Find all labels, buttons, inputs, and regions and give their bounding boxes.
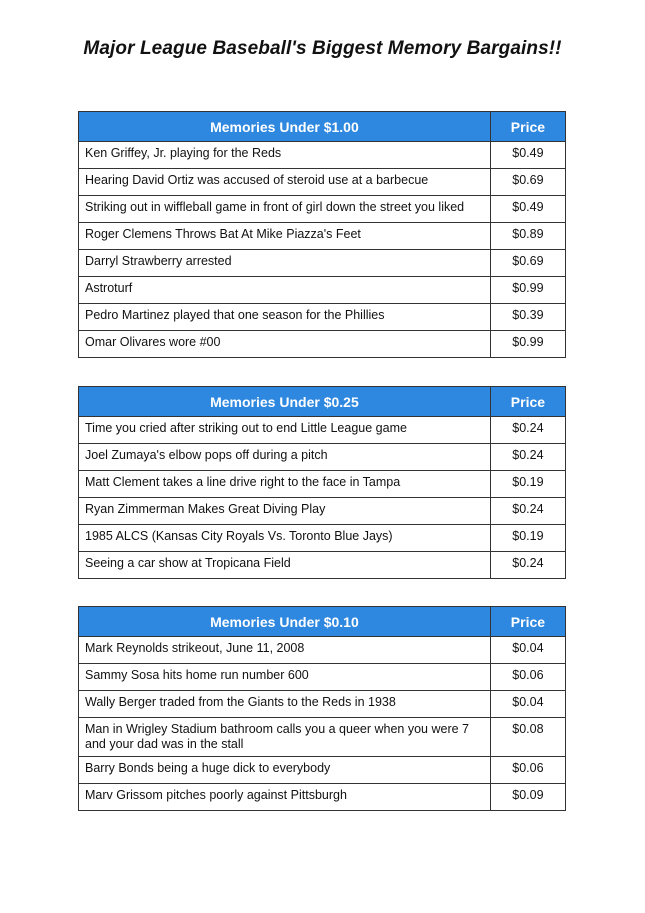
price-cell: $0.89 [490,223,565,250]
price-cell: $0.09 [490,784,565,811]
table-header-title: Memories Under $0.10 [79,607,491,637]
memory-item-cell: Matt Clement takes a line drive right to the face in Tampa [79,471,491,498]
price-cell: $0.24 [490,498,565,525]
table-row [79,277,566,304]
table-row [79,471,566,498]
table-header-price: Price [490,112,565,142]
price-cell: $0.04 [490,637,565,664]
price-cell: $0.49 [490,196,565,223]
memory-item-cell: Man in Wrigley Stadium bathroom calls you a queer when you were 7 and your dad was in the stall [79,718,491,757]
memory-item-cell: Mark Reynolds strikeout, June 11, 2008 [79,637,491,664]
price-cell: $0.24 [490,444,565,471]
table-row [79,417,566,444]
table-row [79,637,566,664]
memory-item-cell: Astroturf [79,277,491,304]
memory-item-cell: Joel Zumaya's elbow pops off during a pitch [79,444,491,471]
table-header-price: Price [490,387,565,417]
price-cell: $0.06 [490,664,565,691]
table-row [79,691,566,718]
table-header-title: Memories Under $0.25 [79,387,491,417]
price-cell: $0.06 [490,757,565,784]
table-header-price: Price [490,607,565,637]
table-row [79,169,566,196]
memory-item-cell: Barry Bonds being a huge dick to everybody [79,757,491,784]
memory-item-cell: Darryl Strawberry arrested [79,250,491,277]
table-row [79,196,566,223]
memory-item-cell: 1985 ALCS (Kansas City Royals Vs. Toronto Blue Jays) [79,525,491,552]
price-cell: $0.19 [490,471,565,498]
table-row [79,250,566,277]
memory-item-cell: Marv Grissom pitches poorly against Pittsburgh [79,784,491,811]
memory-item-cell: Omar Olivares wore #00 [79,331,491,358]
table-row [79,525,566,552]
table-row [79,331,566,358]
price-cell: $0.69 [490,169,565,196]
table-row [79,552,566,579]
price-cell: $0.69 [490,250,565,277]
memory-item-cell: Striking out in wiffleball game in front of girl down the street you liked [79,196,491,223]
price-cell: $0.99 [490,277,565,304]
memory-item-cell: Wally Berger traded from the Giants to the Reds in 1938 [79,691,491,718]
table-row [79,664,566,691]
memory-item-cell: Roger Clemens Throws Bat At Mike Piazza's Feet [79,223,491,250]
table-row [79,223,566,250]
table-row [79,718,566,757]
table-header-row [79,112,566,142]
price-cell: $0.49 [490,142,565,169]
page-title: Major League Baseball's Biggest Memory Bargains!! [83,38,562,59]
price-cell: $0.24 [490,417,565,444]
table-header-title: Memories Under $1.00 [79,112,491,142]
table-header-row [79,607,566,637]
table-row [79,784,566,811]
memory-item-cell: Hearing David Ortiz was accused of steroid use at a barbecue [79,169,491,196]
table-row [79,142,566,169]
table-header-row [79,387,566,417]
memory-item-cell: Pedro Martinez played that one season for the Phillies [79,304,491,331]
price-table-under-1-00 [78,111,566,358]
price-cell: $0.99 [490,331,565,358]
price-cell: $0.24 [490,552,565,579]
table-row [79,757,566,784]
memory-item-cell: Time you cried after striking out to end Little League game [79,417,491,444]
memory-item-cell: Ken Griffey, Jr. playing for the Reds [79,142,491,169]
memory-item-cell: Ryan Zimmerman Makes Great Diving Play [79,498,491,525]
price-cell: $0.04 [490,691,565,718]
price-cell: $0.19 [490,525,565,552]
memory-item-cell: Seeing a car show at Tropicana Field [79,552,491,579]
price-table-under-0-25 [78,386,566,579]
table-row [79,304,566,331]
table-row [79,444,566,471]
table-row [79,498,566,525]
price-cell: $0.08 [490,718,565,757]
memory-item-cell: Sammy Sosa hits home run number 600 [79,664,491,691]
price-table-under-0-10 [78,606,566,811]
price-cell: $0.39 [490,304,565,331]
